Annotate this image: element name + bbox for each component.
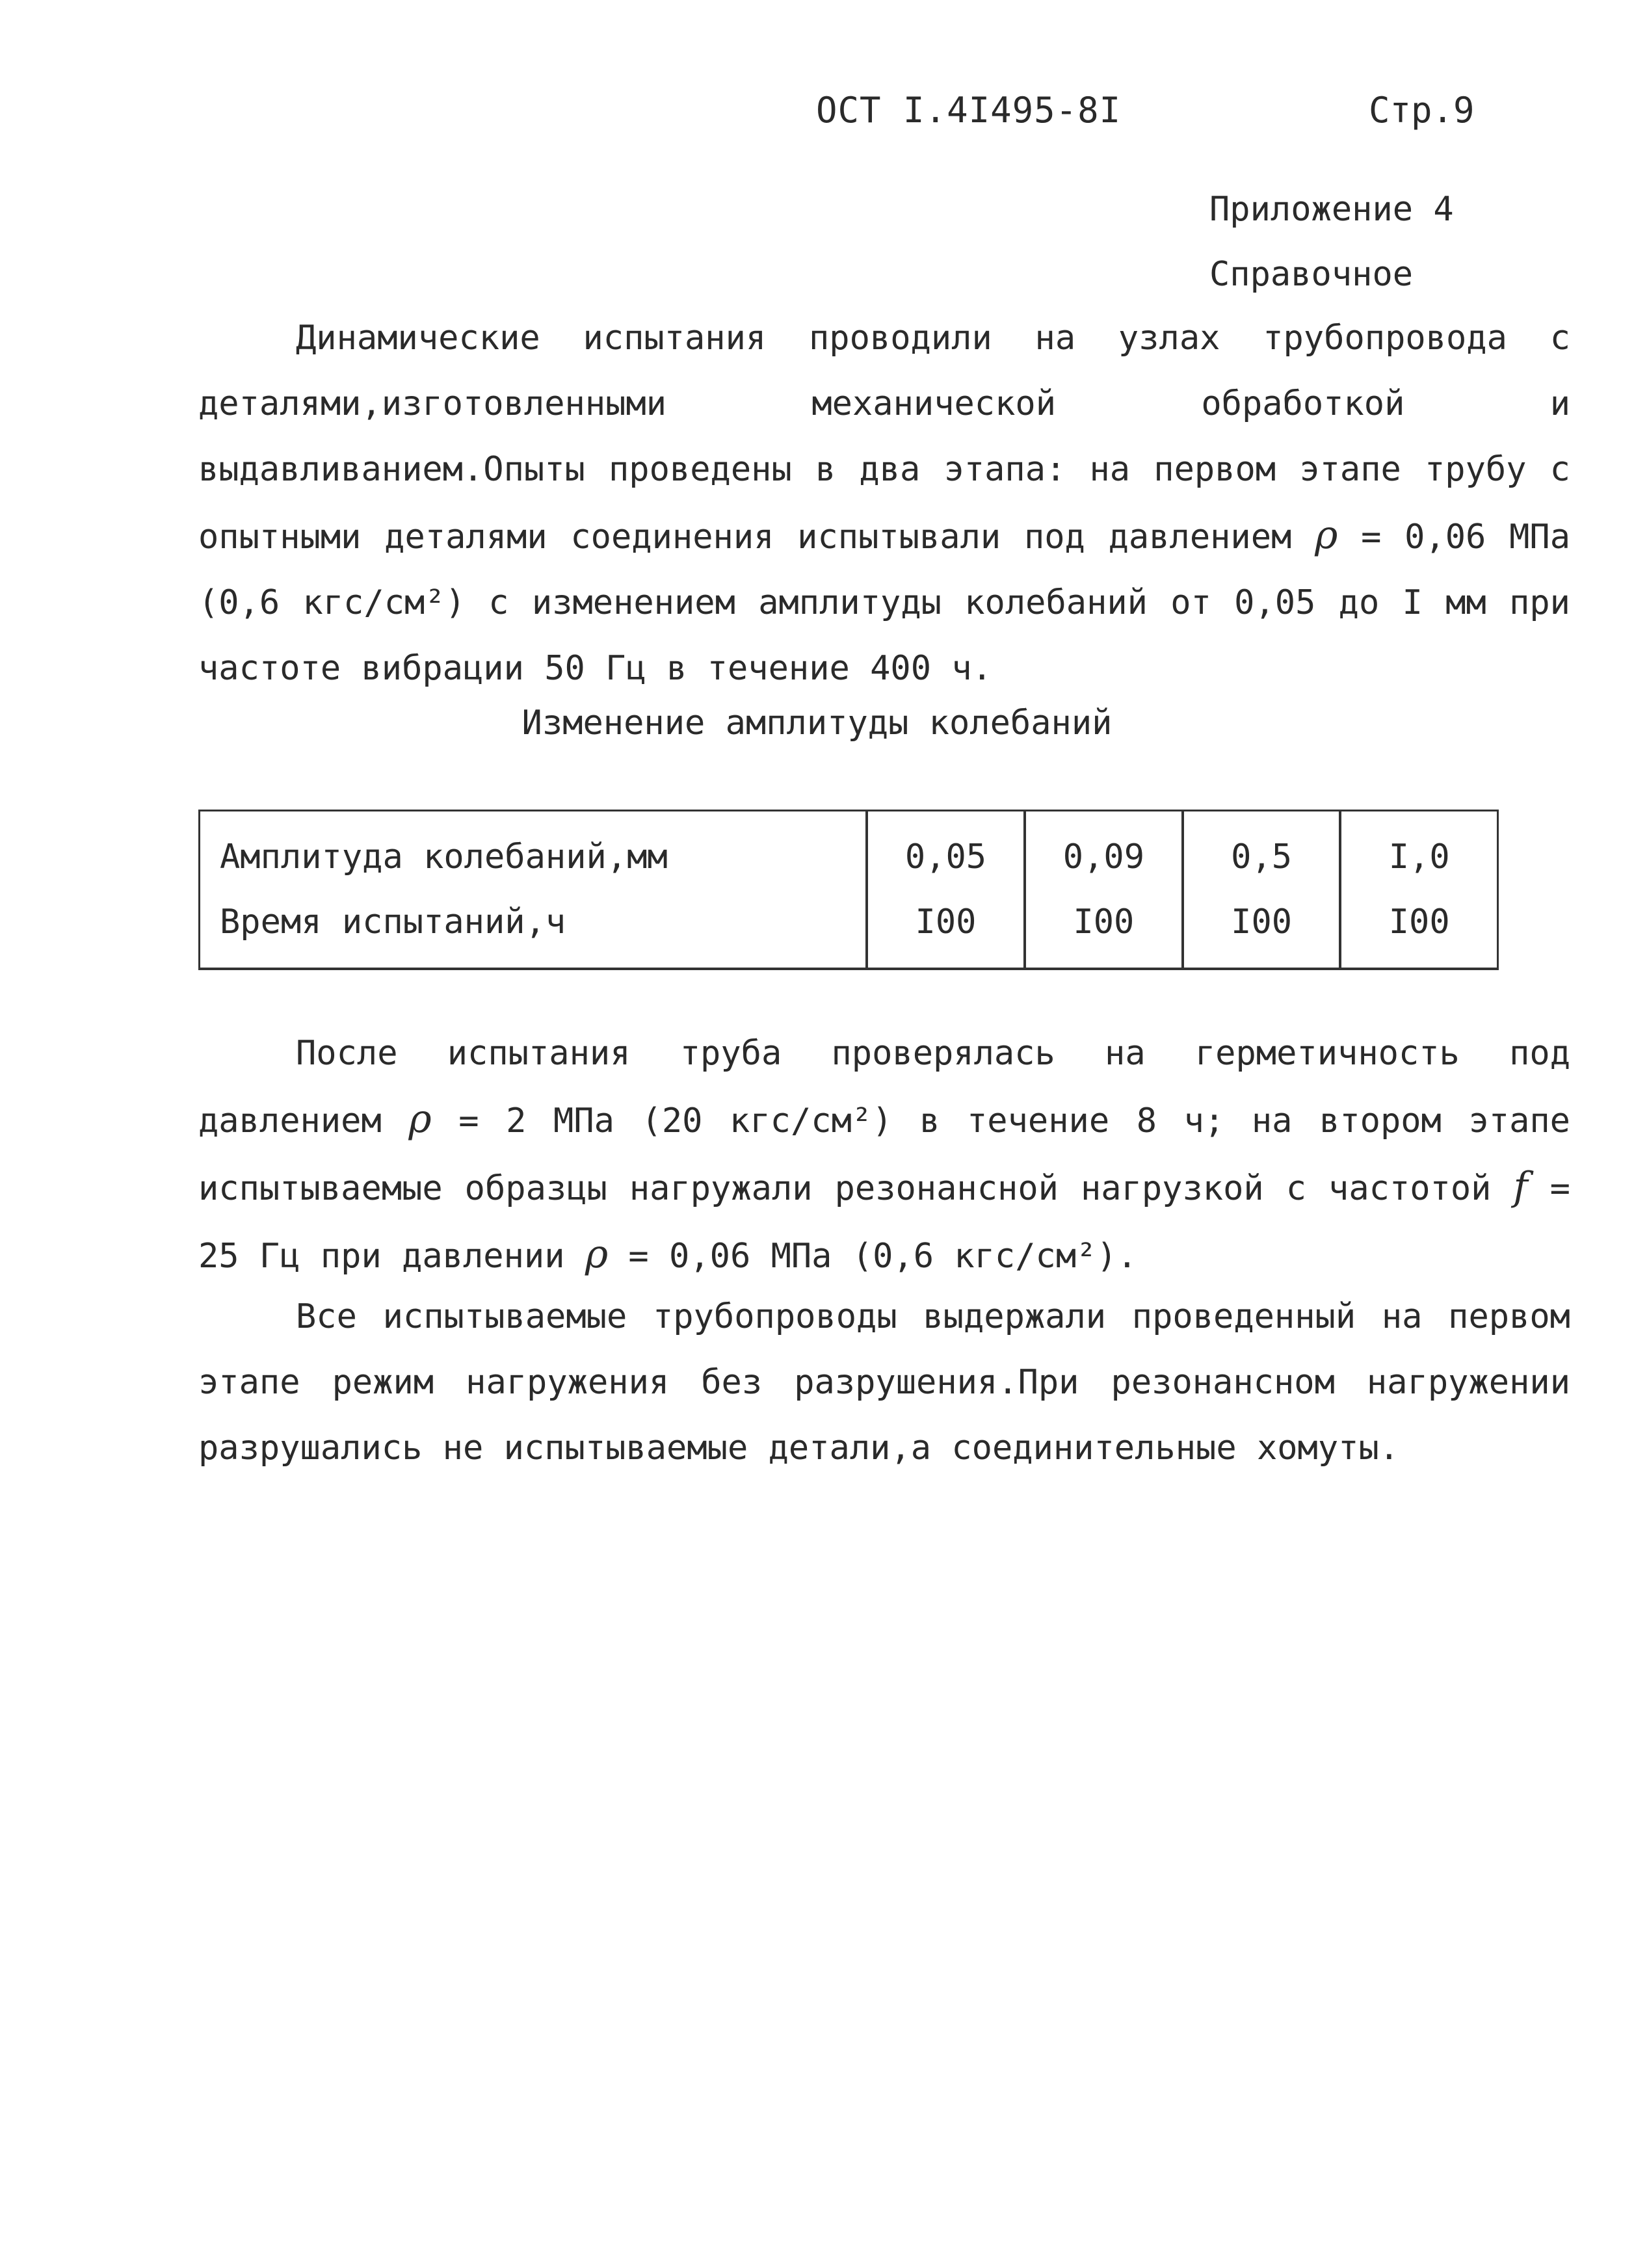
table-cell: 0,05	[867, 811, 1025, 890]
paragraph-text: После испытания труба проверялась на герметичность под давлением	[198, 1034, 1570, 1141]
table-cell: I00	[1340, 890, 1497, 969]
table-cell: I00	[867, 890, 1025, 969]
table-cell: 0,09	[1025, 811, 1183, 890]
paragraph-text: = 0,06 МПа (0,6 кгс/см²) с изменением амплитуды колебаний от 0,05 до I мм при частоте вибрации 50 Гц в течение 400 ч.	[198, 518, 1571, 688]
appendix-title: Приложение 4	[1209, 190, 1454, 229]
paragraph-text: = 2 МПа (20 кгс/см²) в течение 8 ч; на втором этапе испытываемые образцы нагружали резонансной нагрузкой с частотой	[198, 1101, 1570, 1208]
pressure-symbol: ρ	[585, 1232, 609, 1277]
table-cell: I,0	[1340, 811, 1497, 890]
amplitude-table	[198, 810, 1499, 970]
row-label: Время испытаний,ч	[220, 903, 566, 942]
table-row	[200, 811, 1498, 890]
table-cell: 0,5	[1183, 811, 1341, 890]
paragraph-dynamic-tests	[198, 306, 1570, 702]
document-code: ОСТ I.4I495-8I	[816, 90, 1122, 131]
paragraph-text: = 25 Гц при давлении	[198, 1169, 1570, 1276]
page-number: Стр.9	[1369, 90, 1475, 131]
paragraph-results: Все испытываемые трубопроводы выдержали проведенный на первом этапе режим нагружения без разрушения.При резонансном нагружении разрушались не испытываемые детали,а соединительные хомуты.	[198, 1297, 1570, 1468]
frequency-symbol: f	[1513, 1164, 1528, 1209]
pressure-symbol: ρ	[408, 1096, 432, 1142]
table-title: Изменение амплитуды колебаний	[521, 704, 1113, 743]
table-cell: I00	[1025, 890, 1183, 969]
pressure-symbol: ρ	[1315, 512, 1338, 558]
table-cell: I00	[1183, 890, 1341, 969]
appendix-type: Справочное	[1209, 255, 1414, 294]
paragraph-text: Динамические испытания проводили на узлах трубопровода с деталями,изготовленными механической обработкой и выдавливанием.Опыты проведены в два этапа: на первом этапе трубу с опытными деталями соединения испытывали под давлением	[198, 319, 1570, 557]
table-row	[200, 890, 1498, 969]
row-label: Амплитуда колебаний,мм	[220, 837, 668, 877]
paragraph-text: = 0,06 МПа (0,6 кгс/см²).	[608, 1237, 1138, 1276]
paragraph-after-test	[198, 1021, 1570, 1289]
